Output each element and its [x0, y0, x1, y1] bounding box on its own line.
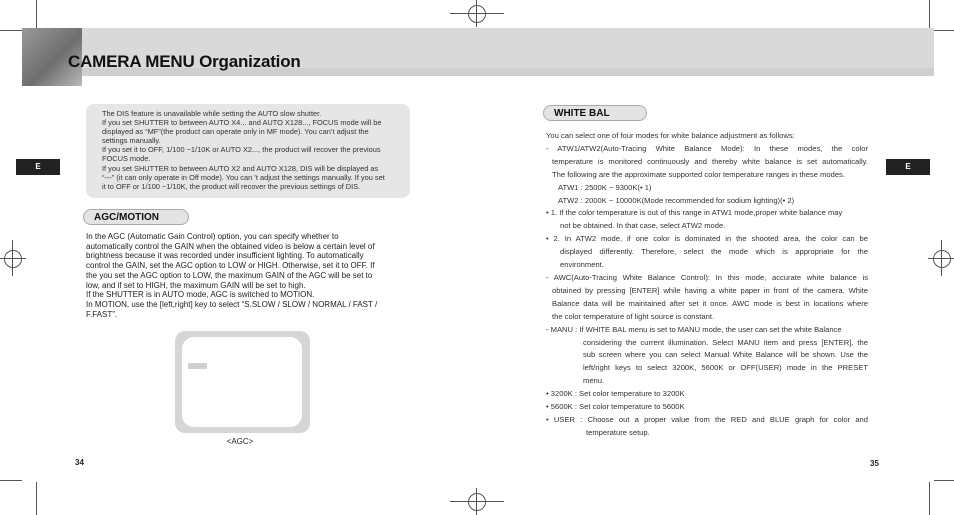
note-line: it to OFF or 1/100 ~1/10K, the product will recover the previous settings of DIS. [102, 181, 361, 191]
side-tab-right: E [886, 159, 930, 175]
registration-mark-right [933, 250, 951, 268]
atw-line: The following are the approximate supported color temperature ranges in these modes. [552, 169, 845, 179]
note-line: If you set it to OFF, 1/100 ~1/10K or AUTO X2..., the product will recover the previous [102, 145, 381, 155]
menu-highlight-bar [188, 363, 207, 369]
note-line: displayed as “MF”(the product can operate only in MF mode). You can’t adjust the [102, 127, 369, 137]
atw-line: - ATW1/ATW2(Auto-Tracing White Balance Mode): In these modes, the color [546, 143, 868, 153]
note2-line: displayed differently. Therefore, select the mode which is appropriate for the [560, 247, 868, 257]
crop-mark [0, 30, 22, 31]
note2-line: • 2. In ATW2 mode, if one color is dominated in the shooted area, the color can be [546, 234, 868, 244]
atw-line: temperature is monitored continuously and thereby white balance is set automatically. [552, 156, 868, 166]
manu-line: - MANU : If WHITE BAL menu is set to MANU mode, the user can set the white Balance [546, 324, 842, 334]
user-line: • USER : Choose out a proper value from the RED and BLUE graph for color and [546, 414, 868, 424]
registration-mark-bottom-v [476, 488, 477, 515]
manu-line: considering the current illumination. Select MANU item and press [ENTER], the [583, 337, 868, 347]
figure-caption: <AGC> [226, 437, 254, 446]
registration-mark-top [468, 5, 486, 23]
registration-mark-left-v [12, 240, 13, 276]
registration-mark-bottom [468, 493, 486, 511]
note2-line: environment. [560, 260, 604, 270]
crop-mark [0, 480, 22, 481]
registration-mark-right-v [941, 240, 942, 276]
agc-body [86, 232, 404, 319]
agc-line: low, and if set to HIGH, the maximum GAIN will be set to high. [86, 280, 306, 290]
agc-line: brightness because it was recorded under insufficient lighting. To automatically [86, 251, 364, 261]
registration-mark-left-h [0, 258, 26, 259]
registration-mark-left [4, 250, 22, 268]
user-line: temperature setup. [586, 427, 650, 437]
white-bal-body [546, 130, 868, 440]
note-line: “---” (it can only operate in Off mode). You can ’t adjust the settings manually. If you set [102, 172, 385, 182]
manu-line: left/right keys to select 3200K, 5600K or OFF(USER) mode in the PRESET [583, 363, 868, 373]
agc-line: In MOTION, use the [left,right] key to select “S.SLOW / SLOW / NORMAL / FAST / [86, 299, 378, 309]
awc-line: Balance data will be maintained after set it once. AWC mode is best in locations where [552, 298, 868, 308]
agc-line: If the SHUTTER is in AUTO mode, AGC is switched to MOTION. [86, 290, 315, 300]
agc-line: control the GAIN, set the AGC option to LOW or HIGH. Otherwise, set it to OFF. If [86, 261, 375, 271]
registration-mark-bottom-h [450, 501, 504, 502]
atw1-range: ATW1 : 2500K ~ 9300K(• 1) [558, 182, 652, 192]
registration-mark-top-v [476, 0, 477, 27]
note-text [102, 109, 404, 191]
side-tab-left: E [16, 159, 60, 175]
agc-line: the you set the AGC option to LOW, the maximum GAIN of the AGC will be set to [86, 270, 373, 280]
awc-line: - AWC(Auto-Tracing White Balance Control): In this mode, accurate white balance is [546, 272, 868, 282]
section-heading-white-bal: WHITE BAL [543, 105, 647, 121]
manu-line: menu. [583, 376, 605, 386]
atw2-range: ATW2 : 2000K ~ 10000K(Mode recommended for sodium lighting)(• 2) [558, 195, 795, 205]
page-title: CAMERA MENU Organization [68, 52, 301, 71]
awc-line: the color temperature of light source is constant. [552, 311, 715, 321]
note-line: FOCUS mode. [102, 154, 151, 164]
crop-mark [934, 480, 954, 481]
preset-3200k: • 3200K : Set color temperature to 3200K [546, 389, 685, 399]
monitor-screen [182, 337, 302, 427]
crop-mark [36, 0, 37, 30]
manu-line: sub screen where you can select Manual White Balance will be shown. Use the [583, 350, 868, 360]
awc-line: obtained by pressing [ENTER] while having a white paper in front of the camera. White [552, 285, 868, 295]
page-number-right: 35 [870, 459, 879, 468]
crop-mark [929, 0, 930, 30]
note-line: settings manually. [102, 136, 161, 146]
note1-line: • 1. If the color temperature is out of this range in ATW1 mode,proper white balance may [546, 208, 843, 218]
preset-5600k: • 5600K : Set color temperature to 5600K [546, 402, 685, 412]
section-heading-agc: AGC/MOTION [83, 209, 189, 225]
intro-line: You can select one of four modes for white balance adjustment as follows: [546, 131, 795, 140]
registration-mark-top-h [450, 13, 504, 14]
agc-line: F.FAST”. [86, 309, 118, 319]
note-line: If you set SHUTTER to between AUTO X4... and AUTO X128..., FOCUS mode will be [102, 118, 382, 128]
page-number-left: 34 [75, 458, 84, 467]
agc-line: automatically control the GAIN when the obtained video is below a certain level of [86, 241, 375, 251]
crop-mark [934, 30, 954, 31]
agc-line: In the AGC (Automatic Gain Control) option, you can specify whether to [86, 232, 339, 241]
crop-mark [929, 482, 930, 515]
note1-line: not be obtained. In that case, select ATW2 mode. [560, 221, 726, 231]
crop-mark [36, 482, 37, 515]
note-line: If you set SHUTTER to between AUTO X2 and AUTO X128, DIS will be displayed as [102, 163, 379, 173]
note-line: The DIS feature is unavailable while setting the AUTO slow shutter. [102, 109, 322, 118]
